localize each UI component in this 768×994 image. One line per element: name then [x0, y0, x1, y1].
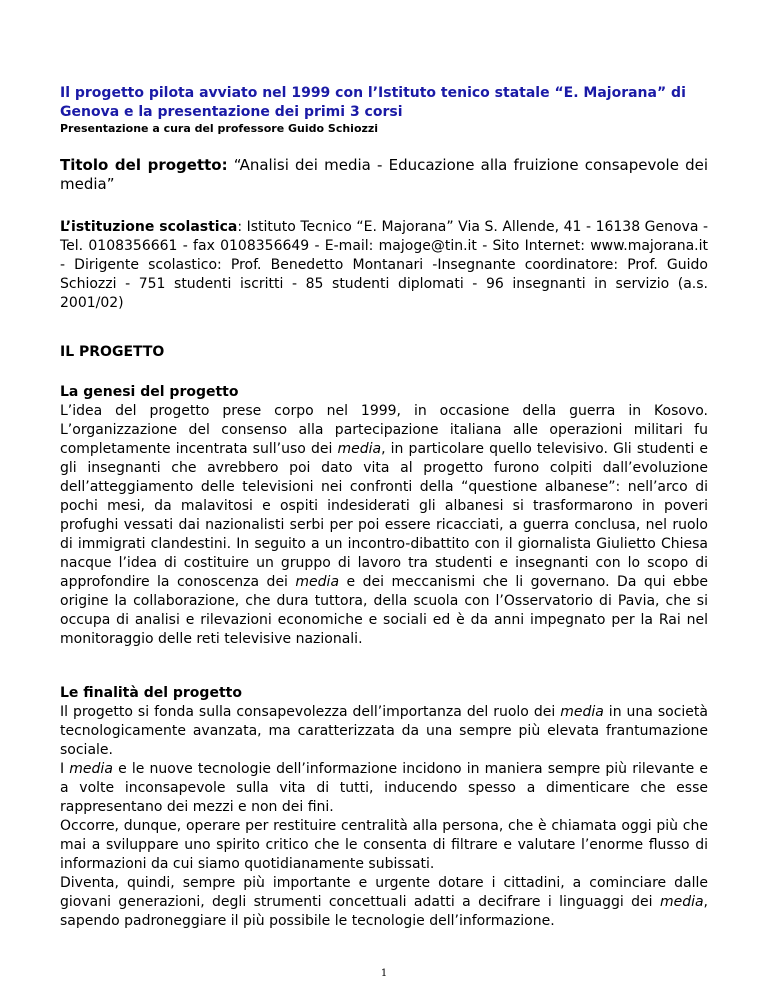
document-body: [60, 84, 708, 931]
text-run: e le nuove tecnologie dell’informazione incidono in maniera sempre più rilevante e a volte inconsapevole sulla vita di tutti, inducendo spesso a dimenticare che esse rappresentano dei mezzi e non dei fini.: [60, 761, 708, 815]
page-number: 1: [380, 968, 388, 979]
italic-term: media: [337, 441, 382, 457]
school-label: L’istituzione scolastica: [60, 219, 238, 235]
project-title-label: Titolo del progetto:: [60, 156, 228, 174]
text-run: e dei meccanismi che li governano. Da qui ebbe origine la collaborazione, che dura tuttora, della scuola con l’Osservatorio di Pavia, che si occupa di analisi e rilevazioni economiche e sociali ed è da anni impegnato per la Rai nel monitoraggio delle reti televisive nazionali.: [60, 574, 708, 647]
goals-paragraph-1: [60, 703, 708, 760]
text-run: , sapendo padroneggiare il più possibile le tecnologie dell’informazione.: [60, 894, 708, 929]
italic-term: media: [69, 761, 113, 777]
text-run: I: [60, 761, 70, 777]
text-run: Il progetto si fonda sulla consapevolezza dell’importanza del ruolo dei: [60, 704, 561, 720]
genesis-heading: La genesi del progetto: [60, 384, 239, 400]
text-run: in una società tecnologicamente avanzata, ma caratterizzata da una sempre più elevata frantumazione sociale.: [60, 704, 708, 758]
document-subtitle: Presentazione a cura del professore Guido Schiozzi: [60, 122, 379, 135]
goals-heading: Le finalità del progetto: [60, 685, 242, 701]
document-title: Il progetto pilota avviato nel 1999 con l’Istituto tenico statale “E. Majorana” di Genova e la presentazione dei primi 3 corsi: [60, 85, 686, 120]
section-heading: IL PROGETTO: [60, 344, 165, 360]
text-run: , in particolare quello televisivo. Gli studenti e gli insegnanti che avrebbero poi dato vita al progetto furono colpiti dall’evoluzione dell’atteggiamento delle televisioni nei confronti della “questione albanese”: nell’arco di pochi mesi, da malavitosi e ospiti indesiderati gli albanesi si trasformarono in poveri profughi vessati dai nazionalisti serbi per poi essere ricacciati, a guerra conclusa, nel ruolo di immigrati clandestini. In seguito a un incontro-dibattito con il giornalista Giulietto Chiesa nacque l’idea di costituire un gruppo di lavoro tra studenti e insegnanti con lo scopo di approfondire la conoscenza dei: [60, 441, 708, 590]
italic-term: media: [659, 894, 704, 910]
school-info: [60, 218, 708, 313]
text-run: L’idea del progetto prese corpo nel 1999, in occasione della guerra in Kosovo. L’organizzazione del consenso alla partecipazione italiana alle operazioni militari fu completamente incentrata sull’uso dei: [60, 403, 708, 457]
school-details: : Istituto Tecnico “E. Majorana” Via S. Allende, 41 - 16138 Genova - Tel. 0108356661 - fax 0108356649 - E-mail: majoge@tin.it - Sito Internet: www.majorana.it - Dirigente scolastico: Prof. Benedetto Montanari -Insegnante coordinatore: Prof. Guido Schiozzi - 751 studenti iscritti - 85 studenti diplomati - 96 insegnanti in servizio (a.s. 2001/02): [60, 219, 708, 311]
text-run: Diventa, quindi, sempre più importante e urgente dotare i cittadini, a cominciare dalle giovani generazioni, degli strumenti concettuali adatti a decifrare i linguaggi dei: [60, 875, 708, 910]
project-title-value: “Analisi dei media - Educazione alla fruizione consapevole dei media”: [60, 156, 709, 193]
genesis-paragraph: [60, 402, 708, 649]
goals-paragraph-4: [60, 874, 708, 931]
goals-paragraph-3: Occorre, dunque, operare per restituire centralità alla persona, che è chiamata oggi più che mai a sviluppare uno spirito critico che le consenta di filtrare e valutare l’enorme flusso di informazioni da cui siamo quotidianamente subissati.: [60, 818, 708, 872]
italic-term: media: [560, 704, 604, 720]
italic-term: media: [295, 574, 340, 590]
project-title-line: [60, 156, 708, 194]
goals-paragraph-2: [60, 760, 708, 817]
